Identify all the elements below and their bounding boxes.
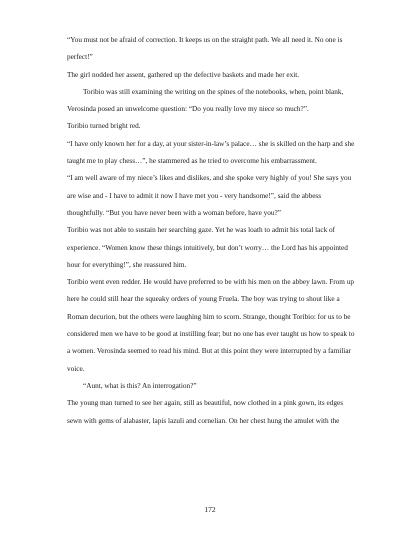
paragraph: The girl nodded her assent, gathered up the defective baskets and made her exit. bbox=[67, 70, 300, 79]
paragraph: The young man turned to see her again, still as beautiful, now clothed in a pink gown, its edges sewn with gems of alabaster, lapis lazuli and cornelian. On her chest hung the amulet with the bbox=[67, 399, 344, 425]
paragraph: “I am well aware of my niece’s likes and dislikes, and she spoke very highly of you! She says you are wise and - I have to admit it now I have met you - very handsome!”, said the abbess thoughtfully. “But you have never been with a woman before, have you?” bbox=[67, 174, 352, 217]
paragraph: Toribio turned bright red. bbox=[67, 122, 141, 131]
paragraph: Toribio was not able to sustain her searching gaze. Yet he was loath to admit his total lack of experience. “Women know these things intuitively, but don’t worry… the Lord has his appointed hour for everything!”, she reassured him. bbox=[67, 226, 348, 269]
paragraph: Toribio was still examining the writing on the spines of the notebooks, when, point blank, Verosinda posed an unwelcome question: “Do you really love my niece so much?”. bbox=[67, 87, 344, 114]
body-text bbox=[67, 32, 357, 430]
paragraph: Toribio went even redder. He would have preferred to be with his men on the abbey lawn. From up here he could still hear the squeaky orders of young Fruela. The boy was trying to shout like a Roman decurion, but the others were laughing him to scorn. Strange, thought Toribio: for us to be considered men we have to be good at instilling fear; but no one has ever taught us how to speak to a women. Verosinda seemed to read his mind. But at this point they were interrupted by a familiar voice. bbox=[67, 278, 355, 373]
paragraph: “Aunt, what is this? An interrogation?” bbox=[83, 381, 197, 390]
paragraph: “You must not be afraid of correction. It keeps us on the straight path. We all need it. No one is perfect!” bbox=[67, 36, 343, 62]
paragraph: “I have only known her for a day, at your sister-in-law’s palace… she is skilled on the harp and she taught me to play chess…”, he stammered as he tried to overcome his embarrassment. bbox=[67, 139, 355, 166]
page-number: 172 bbox=[204, 505, 216, 514]
